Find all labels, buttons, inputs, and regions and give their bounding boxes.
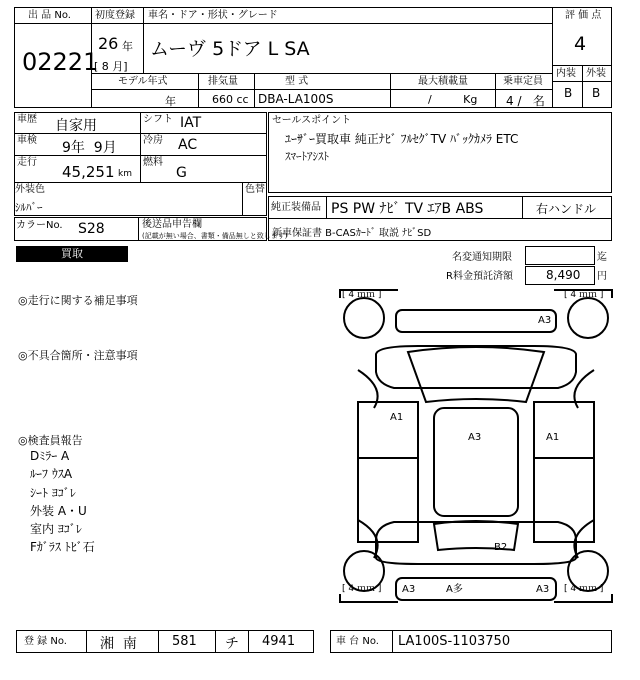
car-name: ムーヴ 5ドア L SA — [150, 38, 310, 60]
displacement: 660 cc — [212, 93, 249, 106]
plate-number: 4941 — [262, 634, 296, 649]
inspection-label: 車検 — [17, 135, 37, 146]
color-change-label: 色替 — [245, 184, 265, 195]
model-type: DBA-LA100S — [258, 92, 334, 106]
score-label: 評 価 点 — [565, 10, 602, 21]
first-reg-year: 26 — [98, 34, 119, 53]
registration-label: 登 録 No. — [24, 636, 67, 647]
divider — [91, 89, 552, 90]
docs-note: (記載が無い場合、書類・備品無しと致します) — [142, 232, 288, 240]
score-value: 4 — [574, 33, 587, 55]
damage-mark-rear-left: A3 — [402, 584, 416, 595]
mileage-value: 45,251 — [62, 163, 115, 181]
damage-mark-front: A3 — [538, 315, 552, 326]
divider — [552, 7, 553, 108]
damage-mark-right-side: A1 — [546, 432, 560, 443]
max-load: / Kg — [428, 93, 478, 106]
damage-mark-rear-panel: B2 — [494, 542, 508, 553]
sales-points-line2: ｽﾏｰﾄｱｼｽﾄ — [285, 150, 329, 163]
mileage-unit: km — [118, 169, 132, 179]
cooler-label: 冷房 — [143, 135, 163, 146]
tire-depth-fl: [ 4 ｍｍ ] — [342, 290, 382, 300]
fuel-value: G — [176, 165, 187, 181]
divider — [522, 196, 523, 218]
damage-mark-roof: A3 — [468, 432, 482, 443]
inspector-line: ﾙｰﾌ ｳｽA — [30, 467, 73, 481]
damage-mark-rear-center: A多 — [446, 584, 463, 595]
divider — [390, 73, 391, 108]
divider — [392, 630, 393, 653]
status-banner: 買取 — [16, 246, 128, 262]
history-label: 車歴 — [17, 114, 37, 125]
equipment-items: PS PW ﾅﾋﾞ TV ｴｱB ABS — [331, 201, 484, 217]
inspector-line: Dﾐﾗｰ A — [30, 449, 70, 463]
name-change-label: 名変通知期限 — [452, 252, 512, 263]
steering: 右ハンドル — [536, 202, 597, 216]
divider — [14, 182, 267, 183]
car-name-label: 車名・ドア・形状・グレード — [148, 10, 278, 21]
exterior-label: 外装 — [586, 68, 606, 79]
divider — [91, 73, 552, 74]
max-load-label: 最大積載量 — [418, 76, 468, 87]
docs-label: 後送品申告欄 — [142, 219, 202, 230]
first-reg-year-unit: 年 — [122, 40, 133, 53]
chassis-number: LA100S-1103750 — [398, 634, 511, 649]
divider — [138, 217, 139, 241]
sales-points-line1: ﾕｰｻﾞｰ買取車 純正ﾅﾋﾞ ﾌﾙｾｸﾞTV ﾊﾞｯｸｶﾒﾗ ETC — [285, 132, 519, 146]
warranty: 新車保証書 B-CASｶｰﾄﾞ 取説 ﾅﾋﾞSD — [272, 228, 432, 239]
divider — [326, 196, 327, 218]
divider — [242, 182, 243, 216]
inspector-line: 外装 A・U — [30, 504, 87, 518]
chassis-label: 車 台 No. — [336, 636, 379, 647]
recycle-unit: 円 — [597, 271, 607, 282]
recycle-label: R料金預託済額 — [446, 271, 513, 282]
mileage-label: 走行 — [17, 157, 37, 168]
shift-value: IAT — [180, 115, 202, 131]
divider — [14, 23, 91, 24]
capacity: 4 / 名 — [506, 94, 545, 108]
divider — [198, 73, 199, 108]
divider — [495, 73, 496, 108]
inspection-value: 9年 9月 — [62, 140, 117, 156]
name-change-field — [525, 246, 595, 265]
tire-depth-rl: [ 4 ｍｍ ] — [342, 584, 382, 594]
ext-color-label: 外装色 — [15, 184, 45, 195]
inspector-line: ｼｰﾄ ﾖｺﾞﾚ — [30, 486, 76, 500]
color-no-label: カラーNo. — [16, 220, 63, 231]
displacement-label: 排気量 — [208, 76, 238, 87]
damage-mark-rear-right: A3 — [536, 584, 550, 595]
divider — [140, 112, 141, 182]
inspector-line: 室内 ﾖｺﾞﾚ — [30, 522, 82, 536]
driving-notes-title: ◎走行に関する補足事項 — [18, 294, 138, 307]
lot-number: 02221 — [22, 48, 99, 76]
plate-kana: チ — [225, 636, 239, 652]
history-value: 自家用 — [55, 118, 97, 134]
model-year-label: モデル年式 — [118, 76, 168, 87]
equipment-label: 純正装備品 — [271, 202, 321, 213]
model-type-label: 型 式 — [285, 76, 309, 87]
inspector-line: Fｶﾞﾗｽ ﾄﾋﾞ石 — [30, 540, 95, 554]
first-reg-month: [ 8 月] — [94, 60, 128, 73]
divider — [582, 65, 583, 108]
car-condition-diagram — [338, 288, 614, 604]
ext-color-value: ｼﾙﾊﾞｰ — [15, 201, 43, 214]
capacity-label: 乗車定員 — [503, 76, 543, 87]
name-change-unit: 迄 — [597, 252, 607, 263]
shift-label: シフト — [143, 114, 173, 125]
tire-depth-rr: [ 4 ｍｍ ] — [564, 584, 604, 594]
recycle-amount: 8,490 — [546, 268, 581, 282]
sales-points-label: セールスポイント — [272, 115, 352, 126]
inspector-title: ◎検査員報告 — [18, 434, 83, 447]
lot-label: 出 品 No. — [28, 10, 71, 21]
divider — [215, 630, 216, 653]
cooler-value: AC — [178, 137, 198, 153]
exterior-grade: B — [592, 86, 601, 100]
plate-class: 581 — [172, 634, 197, 649]
divider — [248, 630, 249, 653]
damage-mark-left-side: A1 — [390, 412, 404, 423]
defects-notes-title: ◎不具合箇所・注意事項 — [18, 349, 138, 362]
fuel-label: 燃料 — [143, 157, 163, 168]
tire-depth-fr: [ 4 ｍｍ ] — [564, 290, 604, 300]
plate-region: 湘 南 — [100, 636, 137, 652]
first-reg-label: 初度登録 — [95, 10, 135, 21]
interior-grade: B — [564, 86, 573, 100]
divider — [91, 23, 552, 24]
color-no-value: S28 — [78, 221, 105, 237]
divider — [254, 73, 255, 108]
divider — [86, 630, 87, 653]
model-year-unit: 年 — [165, 95, 176, 108]
interior-label: 内装 — [556, 68, 576, 79]
divider — [158, 630, 159, 653]
divider — [268, 218, 612, 219]
divider — [143, 7, 144, 73]
